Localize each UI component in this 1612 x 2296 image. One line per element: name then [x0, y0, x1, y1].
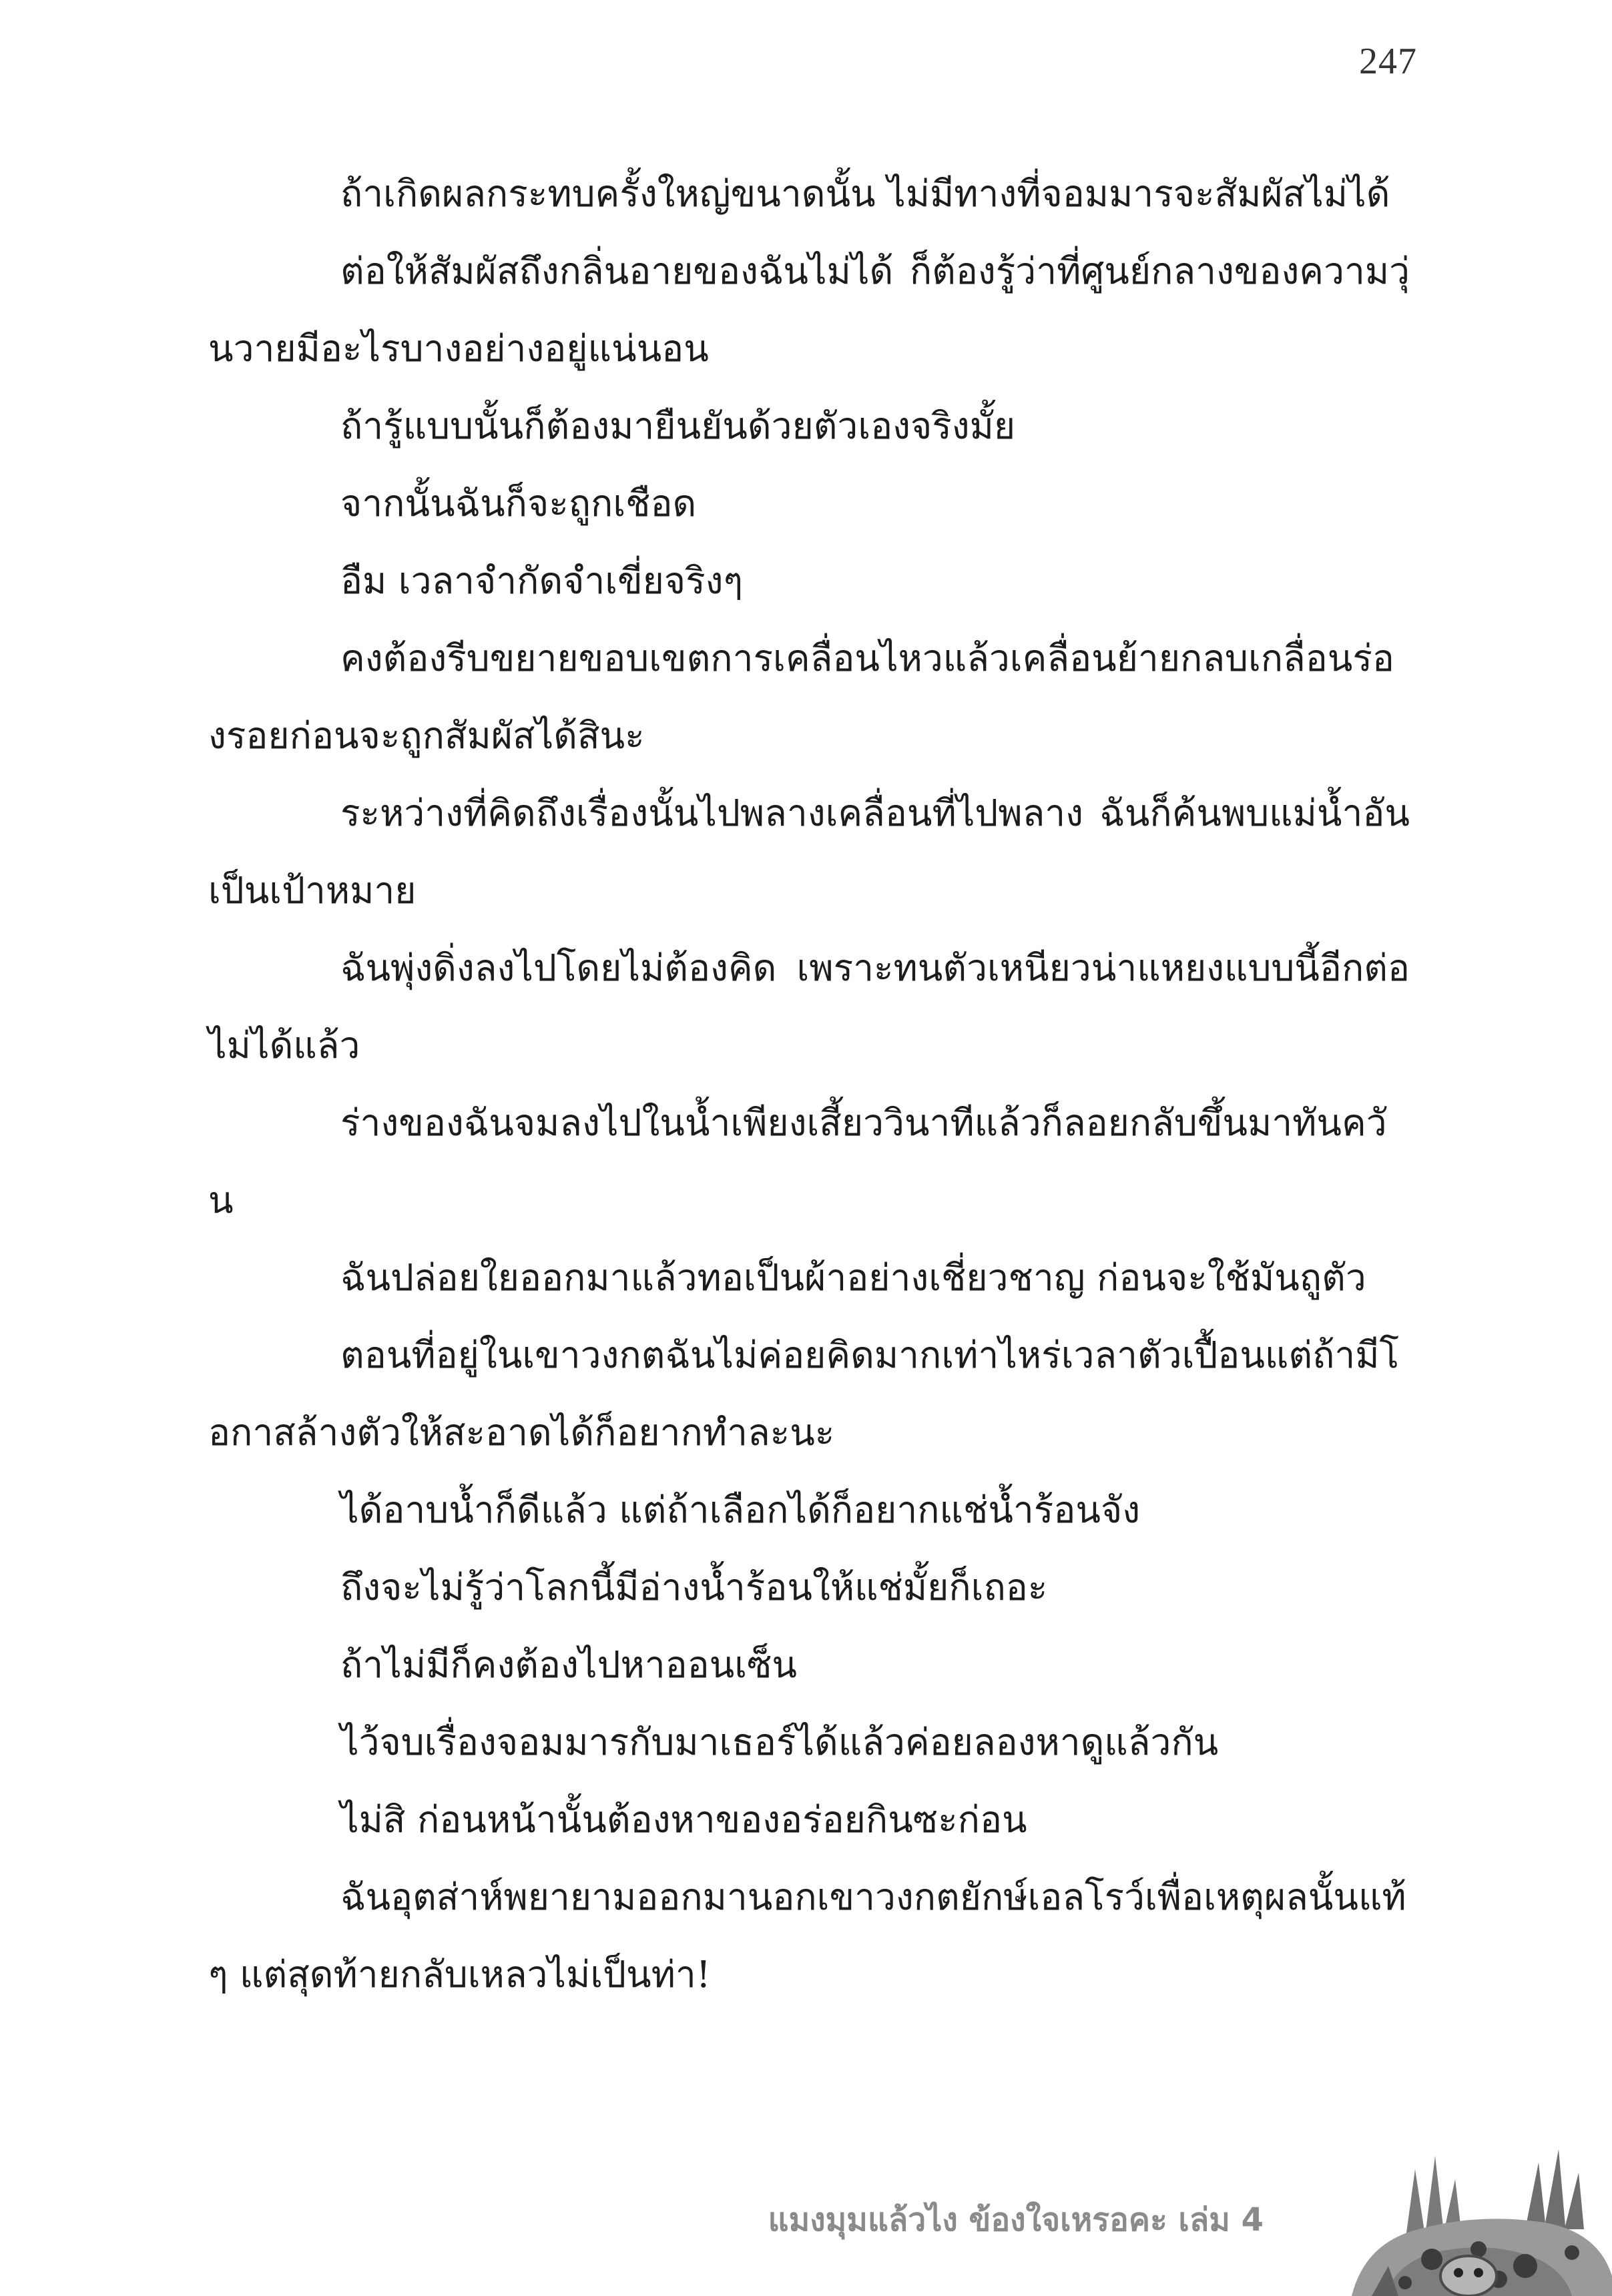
paragraph-2: ต่อให้สัมผัสถึงกลิ่นอายของฉันไม่ได้ ก็ต้องรู้ว่าที่ศูนย์กลางของความวุ่นวายมีอะไรบางอย่างอยู่แน่นอน: [208, 250, 1410, 370]
spider-mascot-icon: [1325, 2142, 1612, 2296]
paragraph-15: ไว้จบเรื่องจอมมารกับมาเธอร์ได้แล้วค่อยลองหาดูแล้วกัน: [340, 1721, 1219, 1763]
paragraph-1: ถ้าเกิดผลกระทบครั้งใหญ่ขนาดนั้น ไม่มีทางที่จอมมารจะสัมผัสไม่ได้: [340, 172, 1390, 215]
page-footer: [0, 2169, 1612, 2296]
paragraph-11: ตอนที่อยู่ในเขาวงกตฉันไม่ค่อยคิดมากเท่าไหร่เวลาตัวเปื้อนแต่ถ้ามีโอกาสล้างตัวให้สะอาดได้ก็อยากทำละนะ: [208, 1334, 1400, 1454]
paragraph-13: ถึงจะไม่รู้ว่าโลกนี้มีอ่างน้ำร้อนให้แช่มั้ยก็เถอะ: [340, 1566, 1048, 1609]
paragraph-8: ฉันพุ่งดิ่งลงไปโดยไม่ต้องคิด เพราะทนตัวเหนียวน่าแหยงแบบนี้อีกต่อไม่ได้แล้ว: [208, 946, 1410, 1067]
page-number: 247: [1359, 41, 1417, 82]
paragraph-5: อืม เวลาจำกัดจำเขี่ยจริงๆ: [340, 559, 744, 602]
paragraph-12: ได้อาบน้ำก็ดีแล้ว แต่ถ้าเลือกได้ก็อยากแช่น้ำร้อนจัง: [340, 1488, 1141, 1531]
paragraph-6: คงต้องรีบขยายขอบเขตการเคลื่อนไหวแล้วเคลื่อนย้ายกลบเกลื่อนร่องรอยก่อนจะถูกสัมผัสได้สินะ: [208, 637, 1394, 757]
paragraph-17: ฉันอุตส่าห์พยายามออกมานอกเขาวงกตยักษ์เอลโรว์เพื่อเหตุผลนั้นแท้ๆ แต่สุดท้ายกลับเหลวไม่เป็นท่า!: [208, 1876, 1406, 1996]
paragraph-7: ระหว่างที่คิดถึงเรื่องนั้นไปพลางเคลื่อนที่ไปพลาง ฉันก็ค้นพบแม่น้ำอันเป็นเป้าหมาย: [208, 792, 1410, 912]
paragraph-10: ฉันปล่อยใยออกมาแล้วทอเป็นผ้าอย่างเชี่ยวชาญ ก่อนจะใช้มันถูตัว: [340, 1256, 1366, 1299]
paragraph-16: ไม่สิ ก่อนหน้านั้นต้องหาของอร่อยกินซะก่อน: [340, 1798, 1027, 1841]
body-text: [208, 155, 1410, 2013]
paragraph-4: จากนั้นฉันก็จะถูกเชือด: [340, 482, 697, 525]
paragraph-9: ร่างของฉันจมลงไปในน้ำเพียงเสี้ยววินาทีแล้วก็ลอยกลับขึ้นมาทันควัน: [208, 1101, 1387, 1221]
paragraph-3: ถ้ารู้แบบนั้นก็ต้องมายืนยันด้วยตัวเองจริงมั้ย: [340, 404, 1016, 447]
paragraph-14: ถ้าไม่มีก็คงต้องไปหาออนเซ็น: [340, 1643, 798, 1686]
running-footer-title: แมงมุมแล้วไง ข้องใจเหรอคะ เล่ม 4: [768, 2201, 1264, 2239]
